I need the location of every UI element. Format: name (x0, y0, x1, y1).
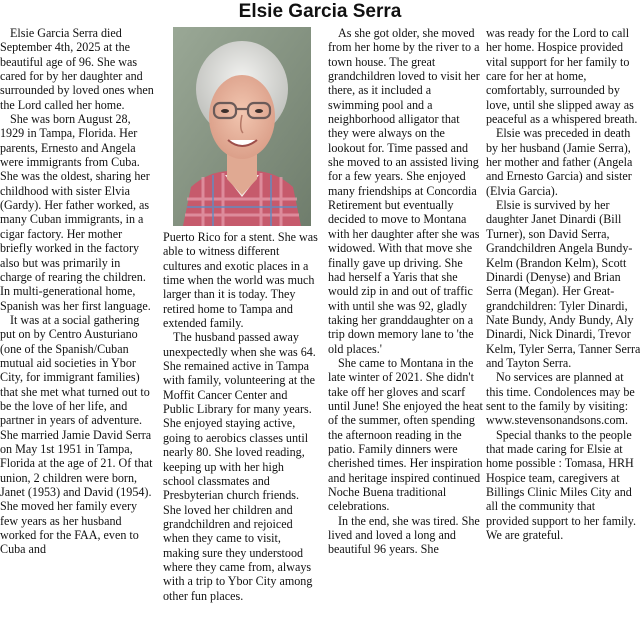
column-4 (486, 26, 640, 542)
paragraph: Special thanks to the people that made caring for Elsie at home possible : Tomasa, HRH Hospice team, caregivers at Billings Clinic Miles City and all the community that provided support to her family. We are grateful. (486, 427, 637, 543)
portrait-photo (173, 27, 311, 226)
paragraph: She was born August 28, 1929 in Tampa, Florida. Her parents, Ernesto and Angela were immigrants from Cuba. She was the oldest, sharing her childhood with sister Elvia (Gardy). Her father worked, as many Cuban immigrants, in a cigar factory. Her mother briefly worked in the factory also but was primarily in charge of rearing the children. In multi-generational home, Spanish was her first language. (0, 112, 151, 313)
column-3 (328, 26, 483, 557)
paragraph: No services are planned at this time. Condolences may be sent to the family by visiting: www.stevensonandsons.com. (486, 370, 635, 428)
paragraph: Elsie was preceded in death by her husband (Jamie Serra), her mother and father (Angela and Ernesto Garcia) and sister (Elvia Garcia). (486, 126, 633, 198)
column-1 (0, 26, 155, 557)
paragraph: The husband passed away unexpectedly when she was 64. She remained active in Tampa with family, volunteering at the Moffit Cancer Center and Public Library for many years. She enjoyed staying active, going to aerobics classes until nearly 80. She loved reading, keeping up with her high school classmates and Presbyterian church friends. She loved her children and grandchildren and rejoiced when they came to visit, making sure they understood where they came from, always with a trip to Ybor City among other fun places. (163, 330, 316, 603)
paragraph: Elsie is survived by her daughter Janet Dinardi (Bill Turner), son David Serra, Grandchildren Angela Bundy-Kelm (Brandon Kelm), Scott Dinardi (Denyse) and Brian Serra (Megan). Her Great-grandchildren: Tyler Dinardi, Nate Bundy, Andy Bundy, Aly Dinardi, Nick Dinardi, Trevor Kelm, Tyler Serra, Tanner Serra and Tayton Serra. (486, 198, 640, 370)
paragraph: Elsie Garcia Serra died September 4th, 2025 at the beautiful age of 96. She was cared for by her daughter and surrounded by loved ones when the Lord called her home. (0, 26, 154, 112)
paragraph: Puerto Rico for a stent. She was able to witness different cultures and exotic places in a time when the world was much larger than it is today. They retired home to Tampa and extended family. (163, 230, 318, 331)
paragraph: It was at a social gathering put on by Centro Austuriano (one of the Spanish/Cuban mutual aid societies in Ybor City, for immigrant families) that she met what turned out to be the love of her life, and partner in years of adventure. She married Jamie David Serra on May 1st 1951 in Tampa, Florida at the age of 21. Of that union, 2 children were born, Janet (1953) and David (1954). She moved her family every few years as her husband worked for the FAA, even to Cuba and (0, 312, 153, 557)
paragraph: She came to Montana in the late winter of 2021. She didn't take off her gloves and scarf until June! She enjoyed the heat of the summer, often spending the afternoon reading in the patio. Family dinners were cherished times. Her inspiration and heritage inspired continued Noche Buena traditional celebrations. (328, 355, 483, 514)
paragraph: was ready for the Lord to call her home. Hospice provided vital support for her family to care for her at home, comfortably, surrounded by love, until she slipped away as peaceful as a whispered breath. (486, 26, 638, 127)
column-2 (163, 230, 318, 603)
page-title: Elsie Garcia Serra (238, 1, 402, 22)
paragraph: In the end, she was tired. She lived and loved a long and beautiful 96 years. She (328, 513, 480, 557)
paragraph: As she got older, she moved from her home by the river to a town house. The great grandchildren loved to visit her there, as it included a swimming pool and a neighborhood alligator that they were always on the lookout for. Time passed and she moved to an assisted living for a few years. She enjoyed many friendships at Concordia Retirement but eventually decided to move to Montana with her daughter after she was widowed. With that move she finally gave up driving. She had herself a Yaris that she would zip in and out of traffic with until she was 92, gladly taking her granddaughter on a trip down memory lane to 'the old places.' (328, 26, 480, 356)
